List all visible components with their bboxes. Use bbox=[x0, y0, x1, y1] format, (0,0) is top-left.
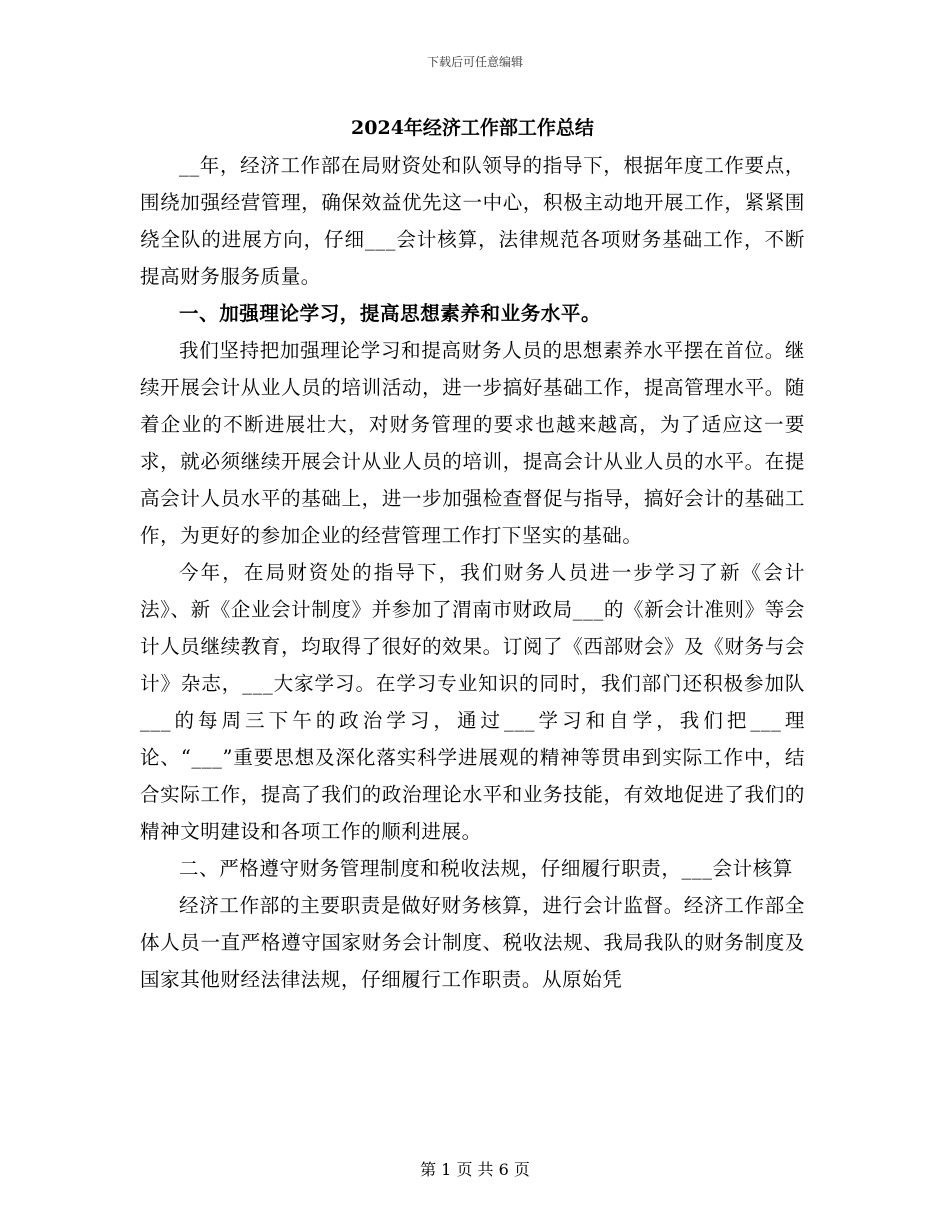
section-heading-2: 二、严格遵守财务管理制度和税收法规，仔细履行职责，___会计核算 bbox=[179, 857, 793, 880]
page-number: 第 1 页 共 6 页 bbox=[420, 1160, 530, 1179]
document-title: 2024年经济工作部工作总结 bbox=[351, 117, 594, 139]
document-body bbox=[140, 112, 805, 998]
section-heading-1: 一、加强理论学习，提高思想素养和业务水平。 bbox=[179, 302, 602, 325]
paragraph-this-year: 今年，在局财资处的指导下，我们财务人员进一步学习了新《会计法》、新《企业会计制度》并参加了渭南市财政局___的《新会计准则》等会计人员继续教育，均取得了很好的效果。订阅了《西部财会》及《财务与会计》杂志，___大家学习。在学习专业知识的同时，我们部门还积极参加队___的每周三下午的政治学习，通过___学习和自学，我们把___理论、“___”重要思想及深化落实科学进展观的精神等贯串到实际工作中，结合实际工作，提高了我们的政治理论水平和业务技能，有效地促进了我们的精神文明建设和各项工作的顺利进展。 bbox=[140, 561, 805, 843]
paragraph-intro: __年，经济工作部在局财资处和队领导的指导下，根据年度工作要点，围绕加强经营管理，确保效益优先这一中心，积极主动地开展工作，紧紧围绕全队的进展方向，仔细___会计核算，法律规范各项财务基础工作，不断提高财务服务质量。 bbox=[140, 154, 805, 288]
paragraph-duties: 经济工作部的主要职责是做好财务核算，进行会计监督。经济工作部全体人员一直严格遵守国家财务会计制度、税收法规、我局我队的财务制度及国家其他财经法律法规，仔细履行工作职责。从原始凭 bbox=[140, 894, 805, 991]
header-note: 下载后可任意编辑 bbox=[426, 55, 523, 69]
paragraph-theory-study: 我们坚持把加强理论学习和提高财务人员的思想素养水平摆在首位。继续开展会计从业人员的培训活动，进一步搞好基础工作，提高管理水平。随着企业的不断进展壮大，对财务管理的要求也越来越高，为了适应这一要求，就必须继续开展会计从业人员的培训，提高会计从业人员的水平。在提高会计人员水平的基础上，进一步加强检查督促与指导，搞好会计的基础工作，为更好的参加企业的经营管理工作打下坚实的基础。 bbox=[140, 339, 805, 547]
